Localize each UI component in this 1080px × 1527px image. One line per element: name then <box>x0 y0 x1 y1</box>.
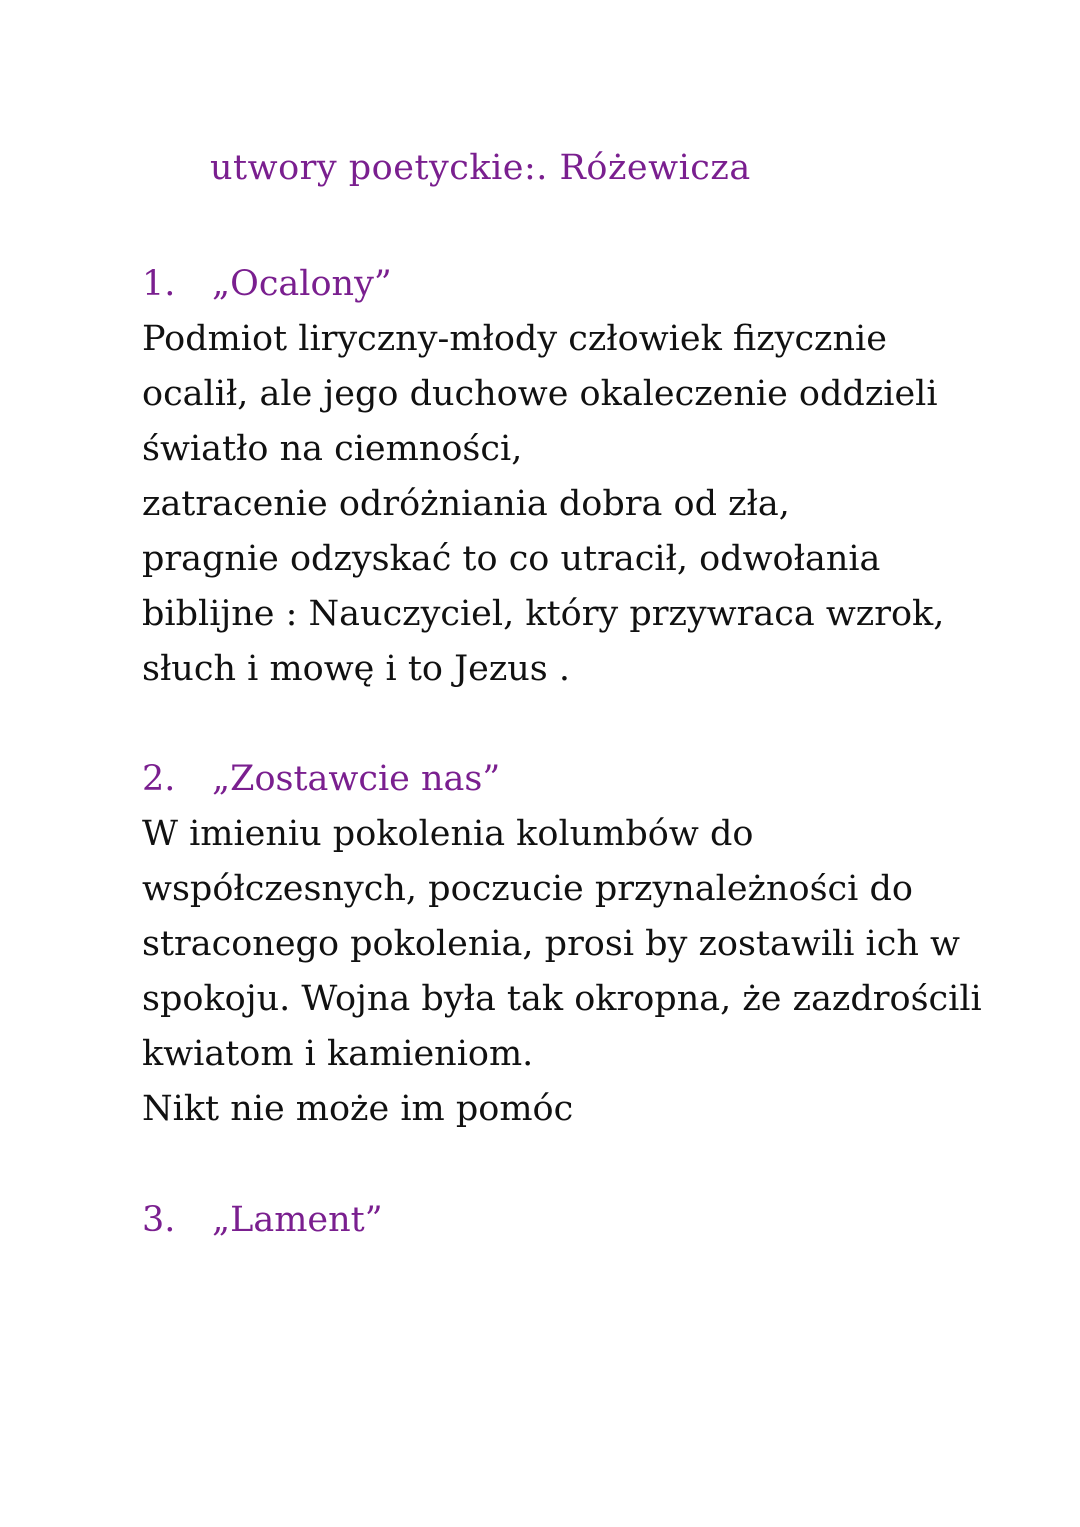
text-line: Podmiot liryczny-młody człowiek fizycznie <box>142 319 887 359</box>
section-title <box>142 1192 1022 1248</box>
text-line: spokoju. Wojna była tak okropna, że zazdrościli <box>142 979 982 1019</box>
section-title <box>142 256 1022 312</box>
page-heading: utwory poetyckie:. Różewicza <box>210 148 751 188</box>
text-line: ocalił, ale jego duchowe okaleczenie oddzieli <box>142 374 938 414</box>
section-lament <box>142 1192 1022 1248</box>
text-line: kwiatom i kamieniom. <box>142 1034 534 1074</box>
section-number: 2. <box>142 759 176 799</box>
text-line: pragnie odzyskać to co utracił, odwołania <box>142 539 881 579</box>
section-name: „Ocalony” <box>212 264 392 304</box>
section-name: „Lament” <box>212 1200 383 1240</box>
section-name: „Zostawcie nas” <box>212 759 501 799</box>
text-line: zatracenie odróżniania dobra od zła, <box>142 484 790 524</box>
text-line: Nikt nie może im pomóc <box>142 1089 574 1129</box>
section-number: 3. <box>142 1200 176 1240</box>
section-ocalony <box>142 256 1022 697</box>
section-number: 1. <box>142 264 176 304</box>
section-title <box>142 751 1022 807</box>
text-line: światło na ciemności, <box>142 429 523 469</box>
text-line: straconego pokolenia, prosi by zostawili ich w <box>142 924 960 964</box>
section-zostawcie-nas <box>142 751 1022 1137</box>
text-line: słuch i mowę i to Jezus . <box>142 649 571 689</box>
text-line: biblijne : Nauczyciel, który przywraca wzrok, <box>142 594 945 634</box>
text-line: W imieniu pokolenia kolumbów do <box>142 814 754 854</box>
text-line: współczesnych, poczucie przynależności do <box>142 869 913 909</box>
